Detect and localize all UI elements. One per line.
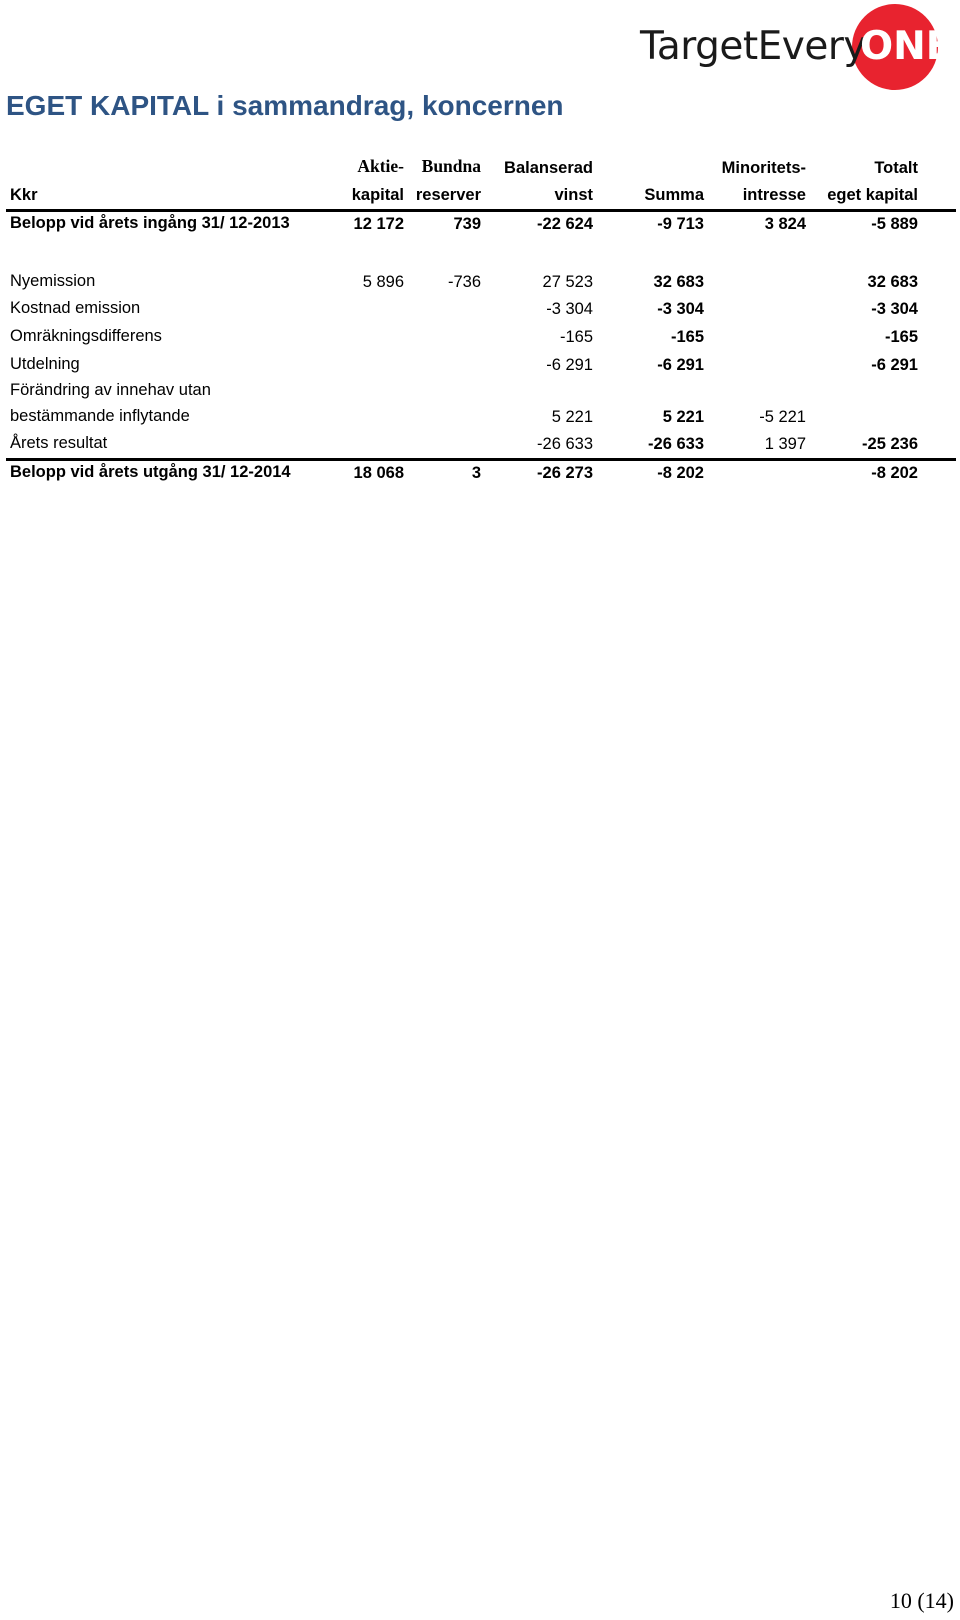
row-label-continued: bestämmande inflytande [10,407,190,425]
table-cell: -26 633 [537,435,593,453]
table-cell: -26 273 [537,464,593,482]
table-cell: -3 304 [657,300,704,318]
table-cell: -6 291 [871,356,918,374]
table-cell: -26 633 [648,435,704,453]
row-label: Kostnad emission [10,299,141,317]
table-cell: 3 824 [764,215,806,233]
company-logo [640,4,956,90]
table-cell: 27 523 [542,273,593,291]
column-header-line1: Balanserad [504,159,593,177]
column-header-line1: Bundna [421,156,481,176]
page-title: EGET KAPITAL i sammandrag, koncernen [6,90,564,121]
table-cell: 3 [471,464,481,482]
table-cell: -3 304 [546,300,593,318]
table-cell: 18 068 [353,464,404,482]
page-number: 10 (14) [889,1588,954,1613]
column-header-line1: Aktie- [357,156,404,176]
table-cell: -6 291 [546,356,593,374]
table-cell: -736 [447,273,481,291]
column-header-line2: eget kapital [827,186,918,204]
table-cell: -8 202 [657,464,704,482]
row-label: Nyemission [10,272,96,290]
column-header-line2: reserver [415,186,481,204]
row-label: Förändring av innehav utan [10,381,211,399]
row-label: Belopp vid årets utgång 31/ 12-2014 [10,463,291,481]
table-cell: 32 683 [653,273,704,291]
total-rule [6,458,956,461]
table-cell: 739 [453,215,481,233]
table-cell: -165 [670,328,704,346]
table-cell: -25 236 [862,435,918,453]
column-header-line2: kapital [351,186,404,204]
table-cell: 5 221 [551,408,593,426]
row-label: Utdelning [10,355,80,373]
row-label: Årets resultat [10,434,108,452]
column-header-line2: vinst [554,186,593,204]
table-cell: 32 683 [867,273,918,291]
column-header-line1: Minoritets- [721,159,806,177]
header-unit-label: Kkr [10,186,38,204]
column-header-line2: Summa [644,186,704,204]
table-cell: 1 397 [764,435,806,453]
table-cell: -3 304 [871,300,918,318]
column-header-line2: intresse [742,186,806,204]
logo-text: TargetEvery [640,24,866,69]
table-cell: -165 [884,328,918,346]
row-label: Omräkningsdifferens [10,327,162,345]
row-label: Belopp vid årets ingång 31/ 12-2013 [10,214,290,232]
table-cell: 5 896 [362,273,404,291]
header-rule [6,209,956,212]
table-cell: 5 221 [662,408,704,426]
table-cell: -22 624 [537,215,593,233]
logo-accent-text: ONE [860,24,953,69]
table-cell: -165 [559,328,593,346]
table-cell: -5 889 [871,215,918,233]
column-header-line1: Totalt [874,159,918,177]
table-cell: -6 291 [657,356,704,374]
table-cell: -5 221 [759,408,806,426]
table-cell: -8 202 [871,464,918,482]
table-cell: 12 172 [353,215,404,233]
table-cell: -9 713 [657,215,704,233]
